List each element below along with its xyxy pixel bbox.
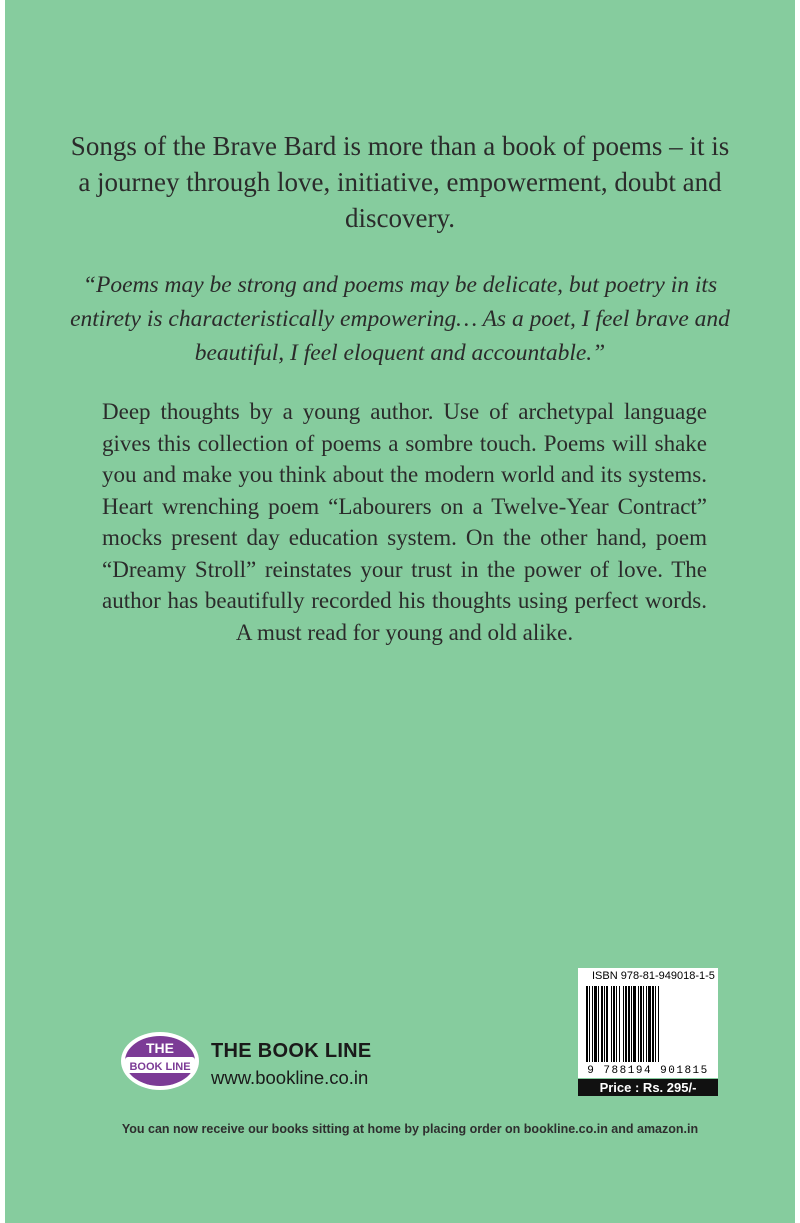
- publisher-url[interactable]: www.bookline.co.in: [211, 1067, 369, 1088]
- isbn-label: ISBN 978-81-949018-1-5: [578, 968, 718, 984]
- back-cover: [5, 0, 795, 1223]
- author-quote: “Poems may be strong and poems may be delicate, but poetry in its entirety is characteristically empowering… As a poet, I feel brave and beautiful, I feel eloquent and accountable.”: [70, 272, 730, 366]
- publisher-logo: [119, 1030, 201, 1092]
- isbn-digits: 9 788194 901815: [578, 1065, 718, 1078]
- barcode-bars: [578, 984, 718, 1078]
- isbn-barcode: [578, 968, 718, 1096]
- logo-text-top: THE: [146, 1040, 174, 1056]
- footer-notice: You can now receive our books sitting at home by placing order on bookline.co.in and amazon.in: [121, 1122, 699, 1136]
- book-review-text: Deep thoughts by a young author. Use of archetypal language gives this collection of poems a sombre touch. Poems will shake you and make you think about the modern world and its systems. Heart wrenching poem “Labourers on a Twelve-Year Contract” mocks present day education system. On the other hand, poem “Dreamy Stroll” reinstates your trust in the power of love. The author has beautifully recorded his thoughts using perfect words. A must read for young and old alike.: [102, 399, 707, 645]
- publisher-name: THE BOOK LINE: [211, 1040, 372, 1062]
- price-label: Price : Rs. 295/-: [578, 1079, 718, 1096]
- logo-text-bottom: BOOK LINE: [129, 1061, 191, 1073]
- book-intro-text: Songs of the Brave Bard is more than a book of poems – it is a journey through love, initiative, empowerment, doubt and discovery.: [70, 131, 730, 233]
